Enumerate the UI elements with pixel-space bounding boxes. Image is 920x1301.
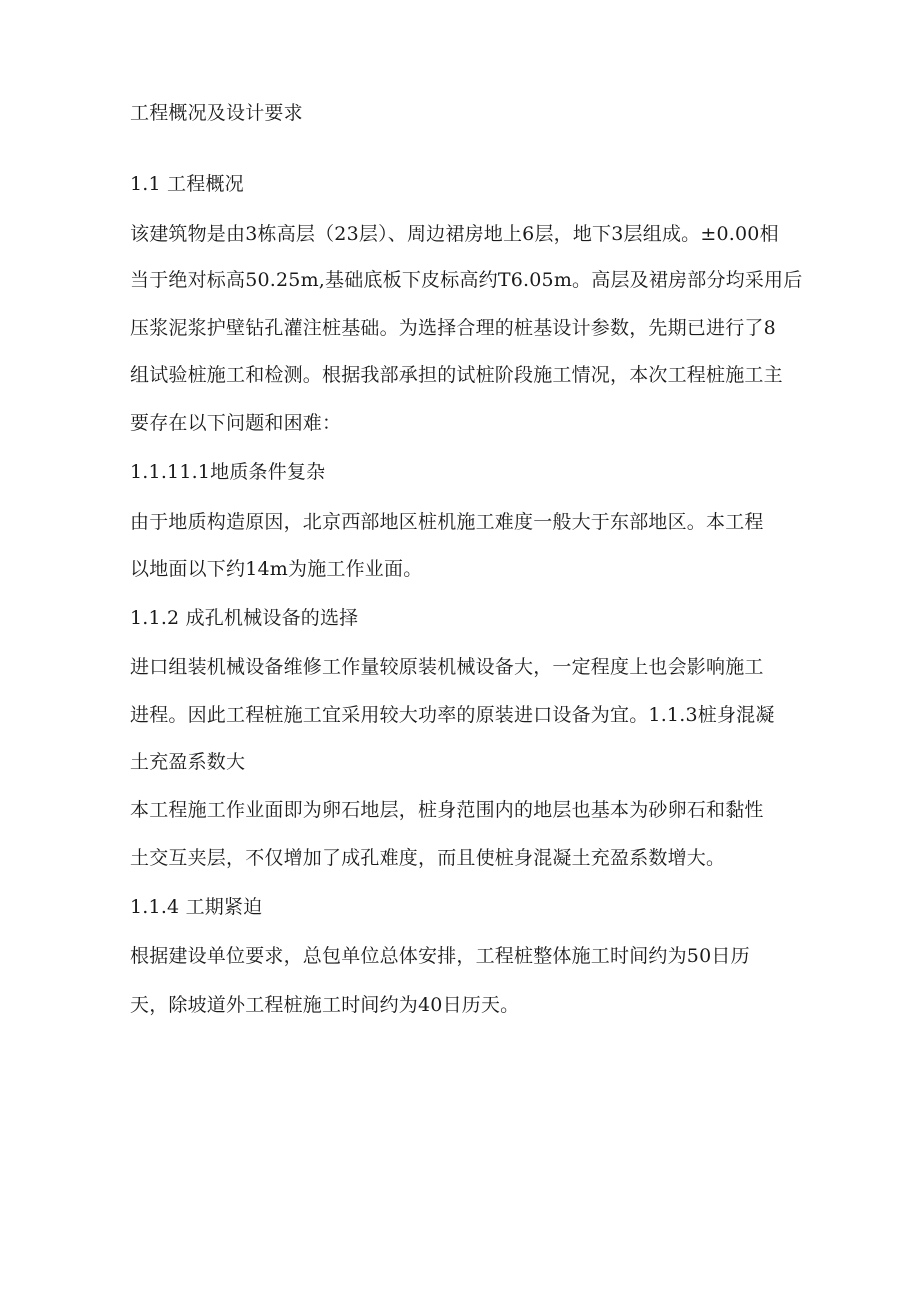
- paragraph-line: 进程。因此工程桩施工宜采用较大功率的原装进口设备为宜。1.1.3桩身混凝: [130, 704, 775, 726]
- paragraph-line: 以地面以下约14m为施工作业面。: [130, 558, 423, 580]
- paragraph-line: 要存在以下问题和困难：: [130, 412, 342, 434]
- section-heading-1-1-4: 1.1.4 工期紧迫: [130, 896, 263, 918]
- paragraph-line: 进口组装机械设备维修工作量较原装机械设备大，一定程度上也会影响施工: [130, 656, 764, 678]
- section-heading-1-1-2: 1.1.2 成孔机械设备的选择: [130, 607, 359, 629]
- paragraph-line: 压浆泥浆护壁钻孔灌注桩基础。为选择合理的桩基设计参数，先期已进行了8: [130, 317, 776, 339]
- paragraph-line: 当于绝对标高50.25m,基础底板下皮标高约T6.05m。高层及裙房部分均采用后: [130, 269, 803, 291]
- section-heading-1-1-1: 1.1.11.1地质条件复杂: [130, 461, 326, 483]
- paragraph-line: 根据建设单位要求，总包单位总体安排，工程桩整体施工时间约为50日历: [130, 945, 750, 967]
- paragraph-line: 本工程施工作业面即为卵石地层，桩身范围内的地层也基本为砂卵石和黏性: [130, 799, 764, 821]
- paragraph-line: 该建筑物是由3栋高层（23层）、周边裙房地上6层，地下3层组成。±0.00相: [130, 223, 779, 245]
- paragraph-line: 土交互夹层，不仅增加了成孔难度，而且使桩身混凝土充盈系数增大。: [130, 847, 726, 869]
- section-heading-1-1: 1.1 工程概况: [130, 173, 244, 195]
- paragraph-line: 土充盈系数大: [130, 751, 246, 773]
- paragraph-line: 组试验桩施工和检测。根据我部承担的试桩阶段施工情况，本次工程桩施工主: [130, 364, 783, 386]
- document-title: 工程概况及设计要求: [130, 102, 303, 124]
- paragraph-line: 天，除坡道外工程桩施工时间约为40日历天。: [130, 994, 520, 1016]
- paragraph-line: 由于地质构造原因，北京西部地区桩机施工难度一般大于东部地区。本工程: [130, 511, 764, 533]
